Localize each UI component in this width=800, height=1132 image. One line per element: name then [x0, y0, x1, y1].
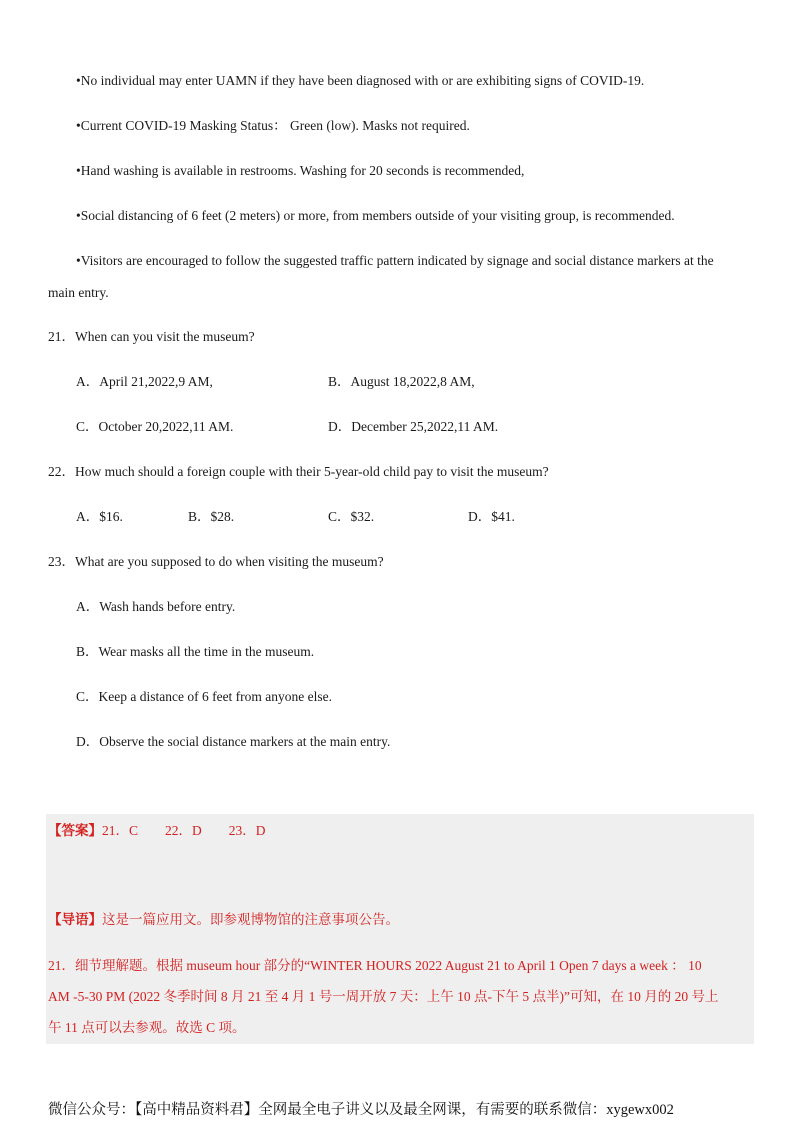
answer-panel [46, 814, 754, 1044]
option-b: B．August 18,2022,8 AM, [328, 374, 475, 389]
explanation-line: 21．细节理解题。根据 museum hour 部分的“WINTER HOURS 2022 August 21 to April 1 Open 7 days a week ： 10 [48, 958, 702, 973]
option-a: A．April 21,2022,9 AM, [76, 374, 213, 389]
rule-line: •Social distancing of 6 feet (2 meters) or more, from members outside of your visiting group, is recommended. [76, 208, 675, 223]
answer-text: 21．C 22．D 23．D [102, 823, 266, 838]
option-d: D．$41. [468, 509, 515, 524]
option-d: D．December 25,2022,11 AM. [328, 419, 499, 434]
guide-tag: 【导语】 [48, 912, 102, 927]
option-c: C．October 20,2022,11 AM. [76, 419, 234, 434]
rule-line: •No individual may enter UAMN if they have been diagnosed with or are exhibiting signs of COVID-19. [76, 73, 645, 88]
option-b: B．Wear masks all the time in the museum. [76, 644, 315, 659]
option-c: C．Keep a distance of 6 feet from anyone else. [76, 689, 333, 704]
footer-notice: 微信公众号：【高中精品资料君】全网最全电子讲义以及最全网课，有需要的联系微信：xygewx002 [48, 1102, 674, 1118]
option-b: B．$28. [188, 509, 235, 524]
option-a: A．$16. [76, 509, 123, 524]
explanation-line: AM -5-30 PM (2022 冬季时间 8 月 21 至 4 月 1 号一周开放 7 天：上午 10 点-下午 5 点半)”可知，在 10 月的 20 号上 [48, 989, 719, 1004]
explanation-line: 午 11 点可以去参观。故选 C 项。 [48, 1020, 246, 1035]
option-d: D．Observe the social distance markers at the main entry. [76, 734, 391, 749]
guide-text: 这是一篇应用文。即参观博物馆的注意事项公告。 [102, 912, 399, 927]
rule-line: •Hand washing is available in restrooms. Washing for 20 seconds is recommended, [76, 163, 525, 178]
rule-line: main entry. [48, 285, 109, 300]
rule-line: •Visitors are encouraged to follow the suggested traffic pattern indicated by signage and social distance markers at the [76, 253, 714, 268]
option-c: C．$32. [328, 509, 375, 524]
rule-line: •Current COVID-19 Masking Status： Green (low). Masks not required. [76, 118, 470, 133]
question-stem: 21．When can you visit the museum? [48, 329, 255, 344]
question-stem: 23．What are you supposed to do when visiting the museum? [48, 554, 384, 569]
question-stem: 22．How much should a foreign couple with their 5-year-old child pay to visit the museum? [48, 464, 549, 479]
answer-line [48, 822, 266, 840]
answer-tag: 【答案】 [48, 823, 102, 838]
option-a: A．Wash hands before entry. [76, 599, 236, 614]
guide-line [48, 911, 399, 929]
